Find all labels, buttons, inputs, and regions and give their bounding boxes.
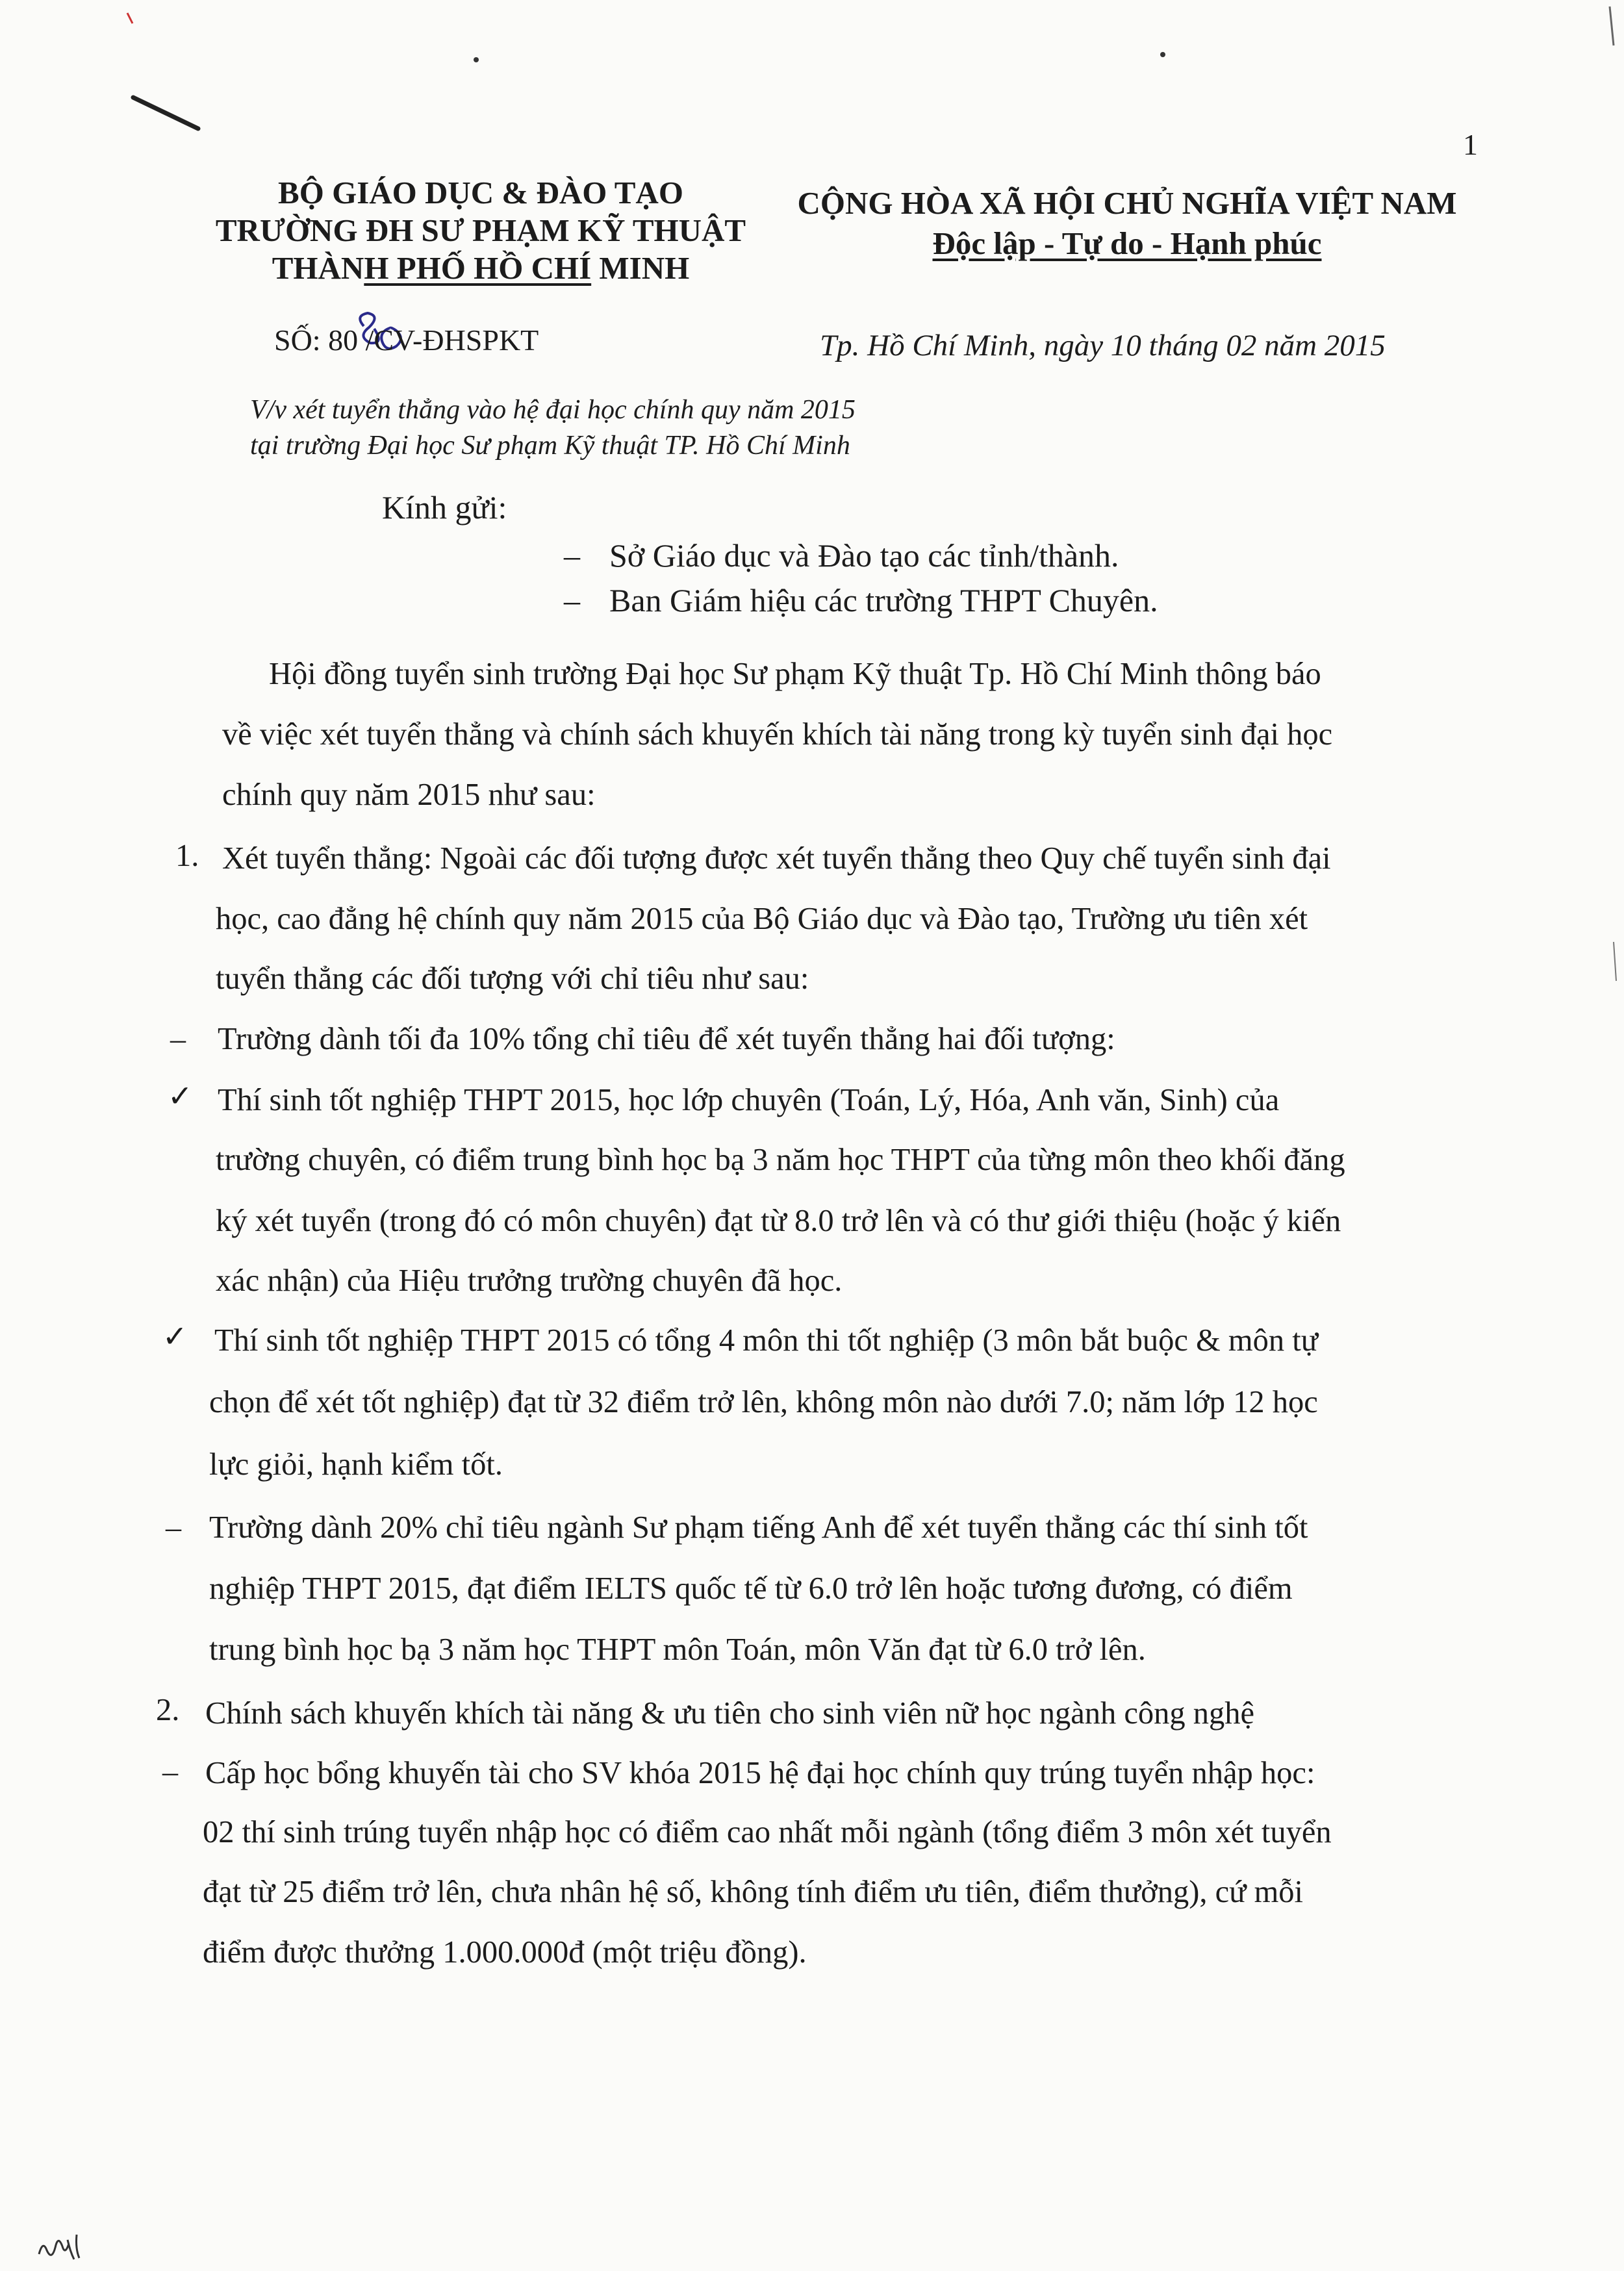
criterion-2-line: lực giỏi, hạnh kiểm tốt. bbox=[209, 1447, 503, 1482]
scholarship-line: điểm được thưởng 1.000.000đ (một triệu đồng). bbox=[203, 1935, 807, 1970]
scan-stroke-mark bbox=[133, 97, 198, 129]
national-header bbox=[776, 183, 1478, 264]
subject-line: V/v xét tuyển thẳng vào hệ đại học chính quy năm 2015 tại trường Đại học Sư phạm Kỹ thuật TP. Hồ Chí Minh bbox=[250, 395, 856, 461]
section-1-line: Xét tuyển thẳng: Ngoài các đối tượng được xét tuyển thẳng theo Quy chế tuyển sinh đại bbox=[222, 841, 1331, 876]
country-name: CỘNG HÒA XÃ HỘI CHỦ NGHĨA VIỆT NAM bbox=[797, 185, 1457, 221]
section-2-title: Chính sách khuyến khích tài năng & ưu tiên cho sinh viên nữ học ngành công nghệ bbox=[205, 1696, 1255, 1731]
city-name: THÀNH PHỐ HỒ CHÍ MINH bbox=[272, 250, 690, 286]
greeting: Kính gửi: bbox=[382, 489, 507, 526]
criterion-1-line: trường chuyên, có điểm trung bình học bạ 3 năm học THPT của từng môn theo khối đăng bbox=[216, 1143, 1345, 1177]
section-1-line: học, cao đẳng hệ chính quy năm 2015 của Bộ Giáo dục và Đào tạo, Trường ưu tiên xét bbox=[216, 902, 1308, 936]
criterion-2-line: chọn để xét tốt nghiệp) đạt từ 32 điểm trở lên, không môn nào dưới 7.0; năm lớp 12 học bbox=[209, 1385, 1318, 1419]
scholarship-line: Cấp học bổng khuyến tài cho SV khóa 2015 hệ đại học chính quy trúng tuyển nhập học: bbox=[205, 1756, 1315, 1790]
check-icon: ✓ bbox=[162, 1319, 188, 1354]
check-icon: ✓ bbox=[168, 1078, 193, 1113]
quota-20-percent-line: trung bình học bạ 3 năm học THPT môn Toán, môn Văn đạt từ 6.0 trở lên. bbox=[209, 1632, 1146, 1667]
criterion-1-line: ký xét tuyển (trong đó có môn chuyên) đạt từ 8.0 trở lên và có thư giới thiệu (hoặc ý kiến bbox=[216, 1204, 1341, 1238]
quota-20-percent-line: Trường dành 20% chỉ tiêu ngành Sư phạm tiếng Anh để xét tuyển thẳng các thí sinh tốt bbox=[209, 1510, 1308, 1545]
university-name: TRƯỜNG ĐH SƯ PHẠM KỸ THUẬT bbox=[215, 212, 746, 248]
section-2-number: 2. bbox=[156, 1693, 180, 1727]
scholarship-line: đạt từ 25 điểm trở lên, chưa nhân hệ số, không tính điểm ưu tiên, điểm thưởng), cứ mỗi bbox=[203, 1875, 1304, 1909]
section-1-line: tuyển thẳng các đối tượng với chỉ tiêu như sau: bbox=[216, 961, 809, 996]
ministry-name: BỘ GIÁO DỤC & ĐÀO TẠO bbox=[278, 175, 683, 210]
section-1-number: 1. bbox=[175, 839, 199, 873]
intro-line: Hội đồng tuyển sinh trường Đại học Sư phạm Kỹ thuật Tp. Hồ Chí Minh thông báo bbox=[269, 657, 1321, 691]
dash-bullet: – bbox=[166, 1510, 181, 1545]
intro-line: về việc xét tuyển thẳng và chính sách khuyến khích tài năng trong kỳ tuyển sinh đại học bbox=[222, 717, 1333, 752]
criterion-1-line: xác nhận) của Hiệu trưởng trường chuyên đã học. bbox=[216, 1263, 843, 1298]
scholarship-line: 02 thí sinh trúng tuyển nhập học có điểm cao nhất mỗi ngành (tổng điểm 3 môn xét tuyển bbox=[203, 1815, 1332, 1849]
criterion-1-line: Thí sinh tốt nghiệp THPT 2015, học lớp chuyên (Toán, Lý, Hóa, Anh văn, Sinh) của bbox=[218, 1083, 1280, 1117]
intro-line: chính quy năm 2015 như sau: bbox=[222, 778, 596, 812]
document-number: SỐ: 80 /CV-ĐHSPKT bbox=[274, 324, 539, 357]
criterion-2-line: Thí sinh tốt nghiệp THPT 2015 có tổng 4 môn thi tốt nghiệp (3 môn bắt buộc & môn tự bbox=[214, 1323, 1319, 1358]
quota-20-percent-line: nghiệp THPT 2015, đạt điểm IELTS quốc tế từ 6.0 trở lên hoặc tương đương, có điểm bbox=[209, 1571, 1293, 1606]
dash-bullet: – bbox=[162, 1755, 178, 1789]
issuing-agency-header bbox=[195, 174, 767, 287]
handwritten-initials-mark bbox=[39, 2235, 79, 2259]
page-number: 1 bbox=[1463, 128, 1478, 161]
dash-bullet: – bbox=[170, 1022, 186, 1056]
document-page: 1 BỘ GIÁO DỤC & ĐÀO TẠO TRƯỜNG ĐH SƯ PHẠM KỸ THUẬT THÀNH PHỐ HỒ CHÍ MINH CỘNG HÒA XÃ HỘI CHỦ NGHĨA VIỆT NAM Độc lập - Tự do - Hạnh phúc SỐ: 80 /CV-ĐHSPKT Tp. Hồ Chí Minh, ngày 10 tháng 02 năm 2015 V/v xét tuyển thẳng vào hệ đại học chính quy năm 2015 tại trường Đại học Sư phạm Kỹ thuật TP. Hồ Chí Minh Kính gửi: – Sở Giáo dục và Đào tạo các tỉnh/thành. – Ban Giám hiệu các trường THPT Chuyên. Hội đồng tuyển sinh trường Đại học Sư phạm Kỹ thuật Tp. Hồ Chí Minh thông báo về việc xét tuyển thẳng và chính sách khuyến khích tài năng trong kỳ tuyển sinh đại học chính quy năm 2015 như sau: 1. Xét tuyển thẳng: Ngoài các đối tượng được xét tuyển thẳng theo Quy chế tuyển sinh đại học, cao đẳng hệ chính quy năm 2015 của Bộ Giáo dục và Đào tạo, Trường ưu tiên xét tuyển thẳng các đối tượng với chỉ tiêu như sau: – Trường dành tối đa 10% tổng chỉ tiêu để xét tuyển thẳng hai đối tượng: ✓ Thí sinh tốt nghiệp THPT 2015, học lớp chuyên (Toán, Lý, Hóa, Anh văn, Sinh) của trường chuyên, có điểm trung bình học bạ 3 năm học THPT của từng môn theo khối đăng ký xét tuyển (trong đó có môn chuyên) đạt từ 8.0 trở lên và có thư giới thiệu (hoặc ý kiến xác nhận) của Hiệu trưởng trường chuyên đã học. ✓ Thí sinh tốt nghiệp THPT 2015 có tổng 4 môn thi tốt nghiệp (3 môn bắt buộc & môn tự chọn để xét tốt nghiệp) đạt từ 32 điểm trở lên, không môn nào dưới 7.0; năm lớp 12 học lực giỏi, hạnh kiểm tốt. – Trường dành 20% chỉ tiêu ngành Sư phạm tiếng Anh để xét tuyển thẳng các thí sinh tốt nghiệp THPT 2015, đạt điểm IELTS quốc tế từ 6.0 trở lên hoặc tương đương, có điểm trung bình học bạ 3 năm học THPT môn Toán, môn Văn đạt từ 6.0 trở lên. 2. Chính sách khuyến khích tài năng & ưu tiên cho sinh viên nữ học ngành công nghệ – Cấp học bổng khuyến tài cho SV khóa 2015 hệ đại học chính quy trúng tuyển nhập học: 02 thí sinh trúng tuyển nhập học có điểm cao nhất mỗi ngành (tổng điểm 3 môn xét tuyển đạt từ 25 điểm trở lên, chưa nhân hệ số, không tính điểm ưu tiên, điểm thưởng), cứ mỗi điểm được thưởng 1.000.000đ (một triệu đồng). bbox=[0, 0, 1624, 2271]
national-motto: Độc lập - Tự do - Hạnh phúc bbox=[932, 225, 1322, 261]
place-and-date: Tp. Hồ Chí Minh, ngày 10 tháng 02 năm 2015 bbox=[820, 329, 1386, 362]
quota-10-percent-line: Trường dành tối đa 10% tổng chỉ tiêu để xét tuyển thẳng hai đối tượng: bbox=[218, 1022, 1115, 1056]
